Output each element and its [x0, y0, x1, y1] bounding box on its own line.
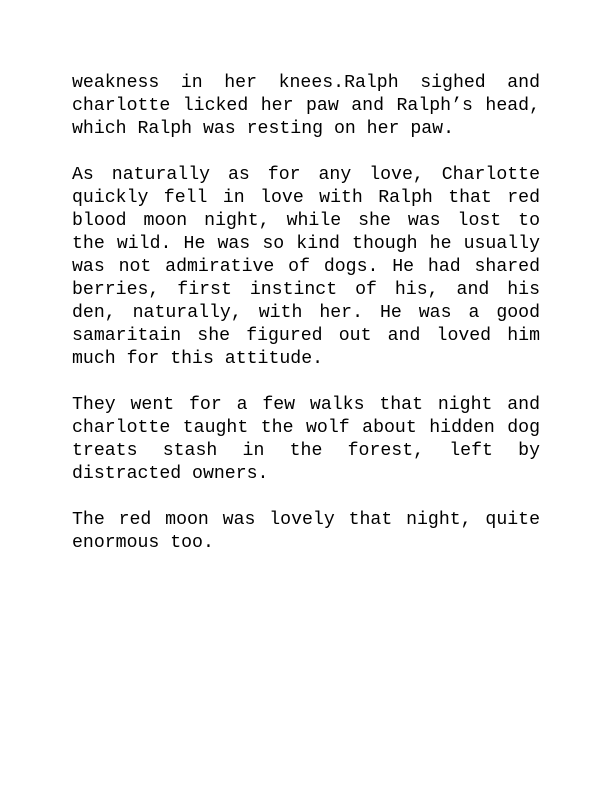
paragraph-4: The red moon was lovely that night, quite enormous too. [72, 510, 540, 553]
paragraph-2: As naturally as for any love, Charlotte quickly fell in love with Ralph that red blood moon night, while she was lost to the wild. He was so kind though he usually was not admirative of dogs. He had shared berries, first instinct of his, and his den, naturally, with her. He was a good samaritain she figured out and loved him much for this attitude. [72, 165, 540, 369]
paragraph-3: They went for a few walks that night and charlotte taught the wolf about hidden dog treats stash in the forest, left by distracted owners. [72, 395, 540, 484]
page-body [72, 72, 540, 578]
paragraph-1: weakness in her knees.Ralph sighed and charlotte licked her paw and Ralph’s head, which Ralph was resting on her paw. [72, 73, 540, 139]
